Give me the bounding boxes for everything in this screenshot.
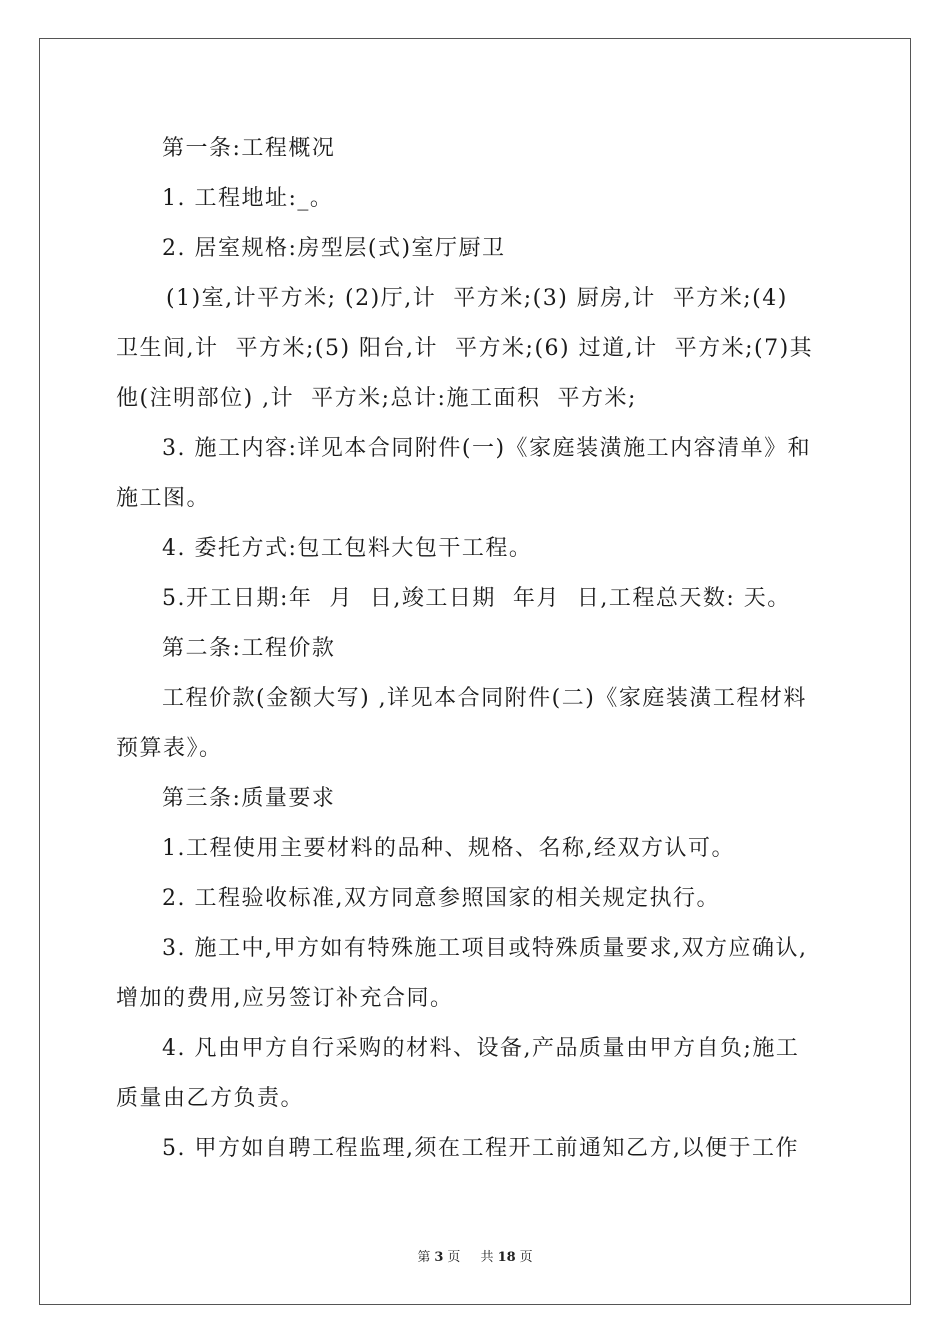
paragraph-line: 2. 居室规格:房型层(式)室厅厨卫 xyxy=(162,236,506,261)
total-prefix: 共 xyxy=(480,1250,494,1265)
paragraph-line: 4. 凡由甲方自行采购的材料、设备,产品质量由甲方自负;施工 xyxy=(162,1036,800,1061)
page-total xyxy=(477,1250,537,1265)
paragraph-line: 1.工程使用主要材料的品种、规格、名称,经双方认可。 xyxy=(162,836,735,861)
paragraph-line: 5. 甲方如自聘工程监理,须在工程开工前通知乙方,以便于工作 xyxy=(162,1136,799,1161)
paragraph-line: 增加的费用,应另签订补充合同。 xyxy=(116,986,454,1011)
paragraph-line: 工程价款(金额大写) ,详见本合同附件(二)《家庭装潢工程材料 xyxy=(162,686,807,711)
paragraph-line: 他(注明部位) ,计 平方米;总计:施工面积 平方米; xyxy=(116,386,637,411)
paragraph-line: 卫生间,计 平方米;(5) 阳台,计 平方米;(6) 过道,计 平方米;(7)其 xyxy=(116,336,814,361)
page-prefix: 第 xyxy=(417,1250,431,1265)
page-footer xyxy=(0,1246,950,1265)
total-suffix: 页 xyxy=(519,1250,533,1265)
document-body xyxy=(116,124,836,1174)
paragraph-line: 3. 施工中,甲方如有特殊施工项目或特殊质量要求,双方应确认, xyxy=(162,936,808,961)
current-page: 3 xyxy=(434,1250,444,1265)
paragraph-line: 1. 工程地址:_。 xyxy=(162,186,334,211)
paragraph-line: 4. 委托方式:包工包料大包干工程。 xyxy=(162,536,533,561)
paragraph-line: 3. 施工内容:详见本合同附件(一)《家庭装潢施工内容清单》和 xyxy=(162,436,812,461)
paragraph-line: 预算表》。 xyxy=(116,736,223,761)
paragraph-line: 2. 工程验收标准,双方同意参照国家的相关规定执行。 xyxy=(162,886,720,911)
paragraph-line: 5.开工日期:年 月 日,竣工日期 年月 日,工程总天数: 天。 xyxy=(162,586,791,611)
total-pages: 18 xyxy=(497,1250,516,1265)
section-heading-2: 第二条:工程价款 xyxy=(162,636,336,661)
section-heading-1: 第一条:工程概况 xyxy=(162,136,336,161)
page-suffix: 页 xyxy=(447,1250,461,1265)
page-number xyxy=(413,1250,464,1265)
section-heading-3: 第三条:质量要求 xyxy=(162,786,336,811)
paragraph-line: (1)室,计平方米; (2)厅,计 平方米;(3) 厨房,计 平方米;(4) xyxy=(166,286,788,311)
paragraph-line: 质量由乙方负责。 xyxy=(116,1086,305,1111)
paragraph-line: 施工图。 xyxy=(116,486,211,511)
